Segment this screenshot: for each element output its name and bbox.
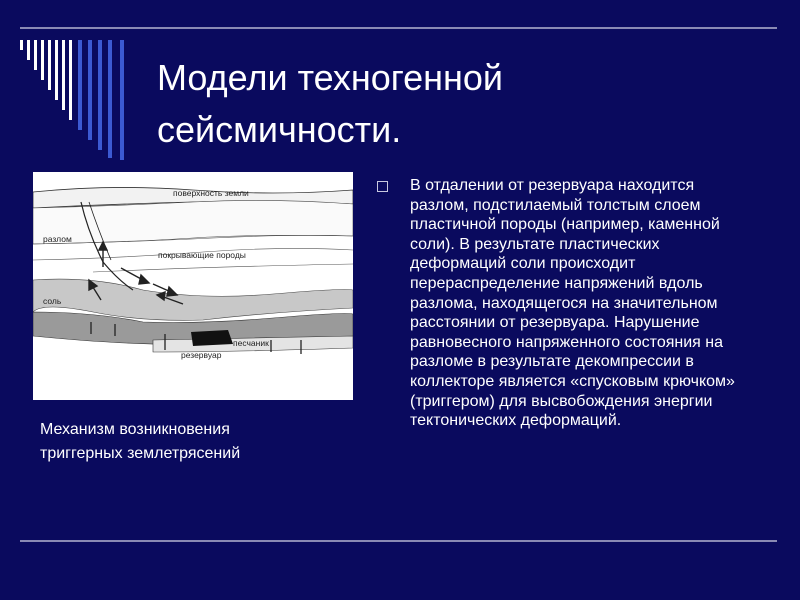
figure-caption: Механизм возникновения триггерных землетрясений bbox=[40, 421, 241, 462]
square-bullet-icon bbox=[377, 181, 388, 192]
label-cover: покрывающие породы bbox=[158, 250, 246, 260]
top-divider bbox=[20, 27, 777, 29]
label-salt: соль bbox=[43, 296, 62, 306]
slide-title: Модели техногенной сейсмичности. bbox=[157, 57, 504, 150]
label-surface: поверхность земли bbox=[173, 188, 249, 198]
label-reservoir: резервуар bbox=[181, 350, 222, 360]
trigger-mechanism-diagram bbox=[33, 172, 353, 400]
label-fault: разлом bbox=[43, 234, 72, 244]
label-sandstone: песчаник bbox=[233, 338, 269, 348]
bullet-paragraph: В отдалении от резервуара находится разлом, подстилаемый толстым слоем пластичной породы (например, каменной соли). В результате пластических деформаций соли происходит перераспределение напряжений вдоль разлома, находящегося на значительном расстоянии от резервуара. Нарушение равновесного напряженного состояния на разломе в результате декомпрессии в коллекторе является «спусковым крючком» (триггером) для высвобождения энергии тектонических деформаций. bbox=[410, 177, 735, 430]
bottom-divider bbox=[20, 540, 777, 542]
decorative-stripes bbox=[0, 0, 140, 170]
